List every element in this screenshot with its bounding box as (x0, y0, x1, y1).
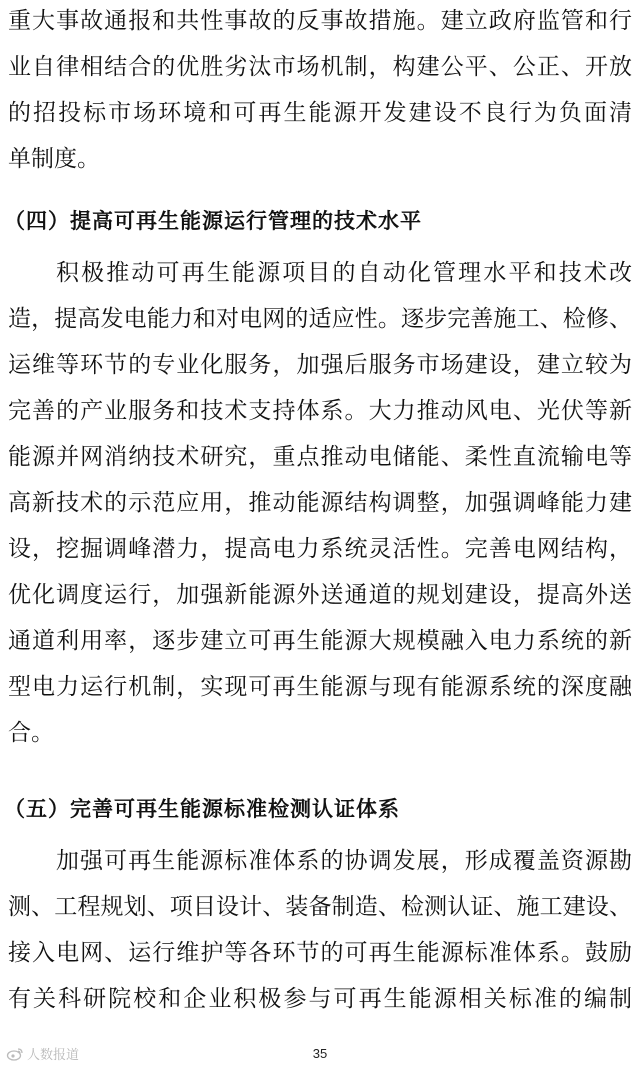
section-4-line-6: 高新技术的示范应用，推动能源结构调整，加强调峰能力建 (8, 490, 632, 516)
section-4-line-7: 设，挖掘调峰潜力，提高电力系统灵活性。完善电网结构， (8, 536, 632, 562)
section-4-line-10: 型电力运行机制，实现可再生能源与现有能源系统的深度融 (8, 674, 632, 700)
section-4-line-2: 造，提高发电能力和对电网的适应性。逐步完善施工、检修、 (8, 306, 632, 332)
watermark-text: 人数报道 (27, 1048, 80, 1063)
paragraph-top-line-4: 单制度。 (8, 146, 100, 172)
section-4-line-9: 通道利用率，逐步建立可再生能源大规模融入电力系统的新 (8, 628, 632, 654)
page-number: 35 (312, 1046, 328, 1061)
section-5-line-2: 测、工程规划、项目设计、装备制造、检测认证、施工建设、 (8, 894, 632, 920)
paragraph-top-line-3: 的招投标市场环境和可再生能源开发建设不良行为负面清 (8, 100, 632, 126)
section-4-heading: （四）提高可再生能源运行管理的技术水平 (4, 209, 422, 233)
section-4-line-4: 完善的产业服务和技术支持体系。大力推动风电、光伏等新 (8, 398, 632, 424)
section-4-line-11: 合。 (8, 720, 54, 746)
section-4-line-3: 运维等环节的专业化服务，加强后服务市场建设，建立较为 (8, 352, 632, 378)
paragraph-top-line-1: 重大事故通报和共性事故的反事故措施。建立政府监管和行 (8, 8, 632, 34)
section-4-line-8: 优化调度运行，加强新能源外送通道的规划建设，提高外送 (8, 582, 632, 608)
section-5-line-1: 加强可再生能源标准体系的协调发展，形成覆盖资源勘 (56, 848, 632, 874)
section-5-line-3: 接入电网、运行维护等各环节的可再生能源标准体系。鼓励 (8, 940, 632, 966)
section-5-line-4: 有关科研院校和企业积极参与可再生能源相关标准的编制 (8, 986, 632, 1012)
section-4-line-1: 积极推动可再生能源项目的自动化管理水平和技术改 (56, 260, 632, 286)
paragraph-top-line-2: 业自律相结合的优胜劣汰市场机制，构建公平、公正、开放 (8, 54, 632, 80)
section-5-heading: （五）完善可再生能源标准检测认证体系 (4, 797, 400, 821)
section-4-line-5: 能源并网消纳技术研究，重点推动电储能、柔性直流输电等 (8, 444, 632, 470)
